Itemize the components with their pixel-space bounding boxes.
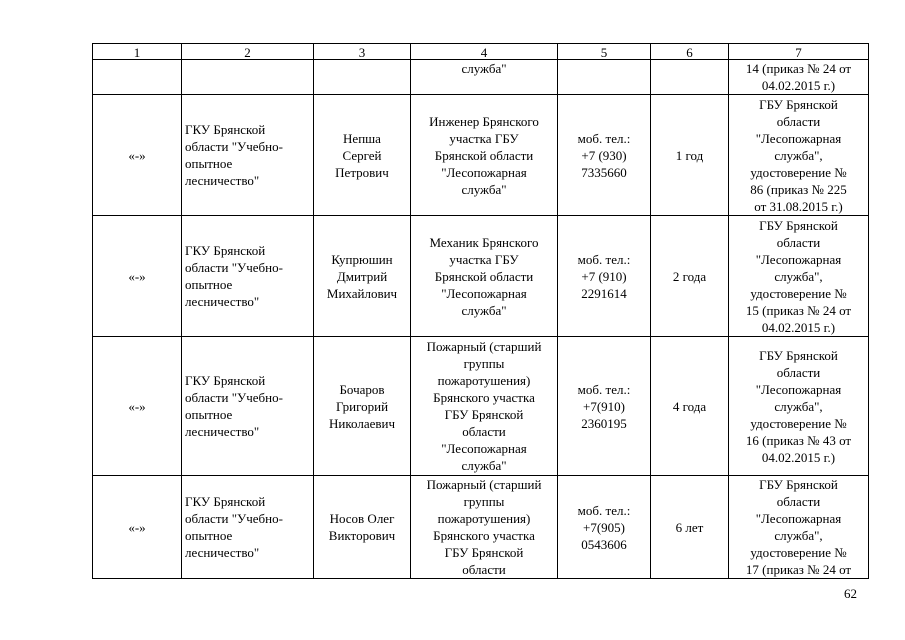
cell-phone: моб. тел.: +7(905) 0543606 xyxy=(558,476,651,579)
cell-phone: моб. тел.: +7(910) 2360195 xyxy=(558,337,651,476)
cell-certificate: 14 (приказ № 24 от 04.02.2015 г.) xyxy=(729,60,869,95)
header-cell: 1 xyxy=(93,44,182,60)
cell-position: служба" xyxy=(411,60,558,95)
page-number: 62 xyxy=(844,586,857,601)
cell-name: Купрюшин Дмитрий Михайлович xyxy=(314,216,411,337)
cell-mark: «-» xyxy=(93,95,182,216)
cell-name: Носов Олег Викторович xyxy=(314,476,411,579)
cell-org: ГКУ Брянской области "Учебно- опытное лесничество" xyxy=(182,95,314,216)
header-cell: 6 xyxy=(651,44,729,60)
cell-org: ГКУ Брянской области "Учебно- опытное лесничество" xyxy=(182,337,314,476)
cell-experience xyxy=(651,60,729,95)
cell-org: ГКУ Брянской области "Учебно- опытное лесничество" xyxy=(182,216,314,337)
cell-org xyxy=(182,60,314,95)
table-header-row xyxy=(93,44,869,60)
cell-certificate: ГБУ Брянской области "Лесопожарная служба", удостоверение № 15 (приказ № 24 от 04.02.2015 г.) xyxy=(729,216,869,337)
cell-mark: «-» xyxy=(93,216,182,337)
table-row xyxy=(93,476,869,579)
cell-experience: 1 год xyxy=(651,95,729,216)
header-cell: 2 xyxy=(182,44,314,60)
cell-position: Пожарный (старший группы пожаротушения) Брянского участка ГБУ Брянской области xyxy=(411,476,558,579)
header-cell: 4 xyxy=(411,44,558,60)
cell-experience: 6 лет xyxy=(651,476,729,579)
cell-name: Бочаров Григорий Николаевич xyxy=(314,337,411,476)
header-cell: 3 xyxy=(314,44,411,60)
cell-name: Непша Сергей Петрович xyxy=(314,95,411,216)
cell-position: Пожарный (старший группы пожаротушения) Брянского участка ГБУ Брянской области "Лесопожарная служба" xyxy=(411,337,558,476)
header-cell: 7 xyxy=(729,44,869,60)
cell-org: ГКУ Брянской области "Учебно- опытное лесничество" xyxy=(182,476,314,579)
cell-name xyxy=(314,60,411,95)
cell-phone: моб. тел.: +7 (930) 7335660 xyxy=(558,95,651,216)
table-row xyxy=(93,216,869,337)
cell-mark: «-» xyxy=(93,476,182,579)
cell-position: Механик Брянского участка ГБУ Брянской области "Лесопожарная служба" xyxy=(411,216,558,337)
cell-experience: 2 года xyxy=(651,216,729,337)
table-row xyxy=(93,95,869,216)
header-cell: 5 xyxy=(558,44,651,60)
continuation-row xyxy=(93,60,869,95)
cell-phone xyxy=(558,60,651,95)
cell-certificate: ГБУ Брянской области "Лесопожарная служба", удостоверение № 16 (приказ № 43 от 04.02.2015 г.) xyxy=(729,337,869,476)
cell-position: Инженер Брянского участка ГБУ Брянской области "Лесопожарная служба" xyxy=(411,95,558,216)
table-row xyxy=(93,337,869,476)
cell-experience: 4 года xyxy=(651,337,729,476)
cell-certificate: ГБУ Брянской области "Лесопожарная служба", удостоверение № 86 (приказ № 225 от 31.08.2015 г.) xyxy=(729,95,869,216)
cell-certificate: ГБУ Брянской области "Лесопожарная служба", удостоверение № 17 (приказ № 24 от xyxy=(729,476,869,579)
cell-mark xyxy=(93,60,182,95)
personnel-table xyxy=(92,43,869,579)
cell-mark: «-» xyxy=(93,337,182,476)
cell-phone: моб. тел.: +7 (910) 2291614 xyxy=(558,216,651,337)
